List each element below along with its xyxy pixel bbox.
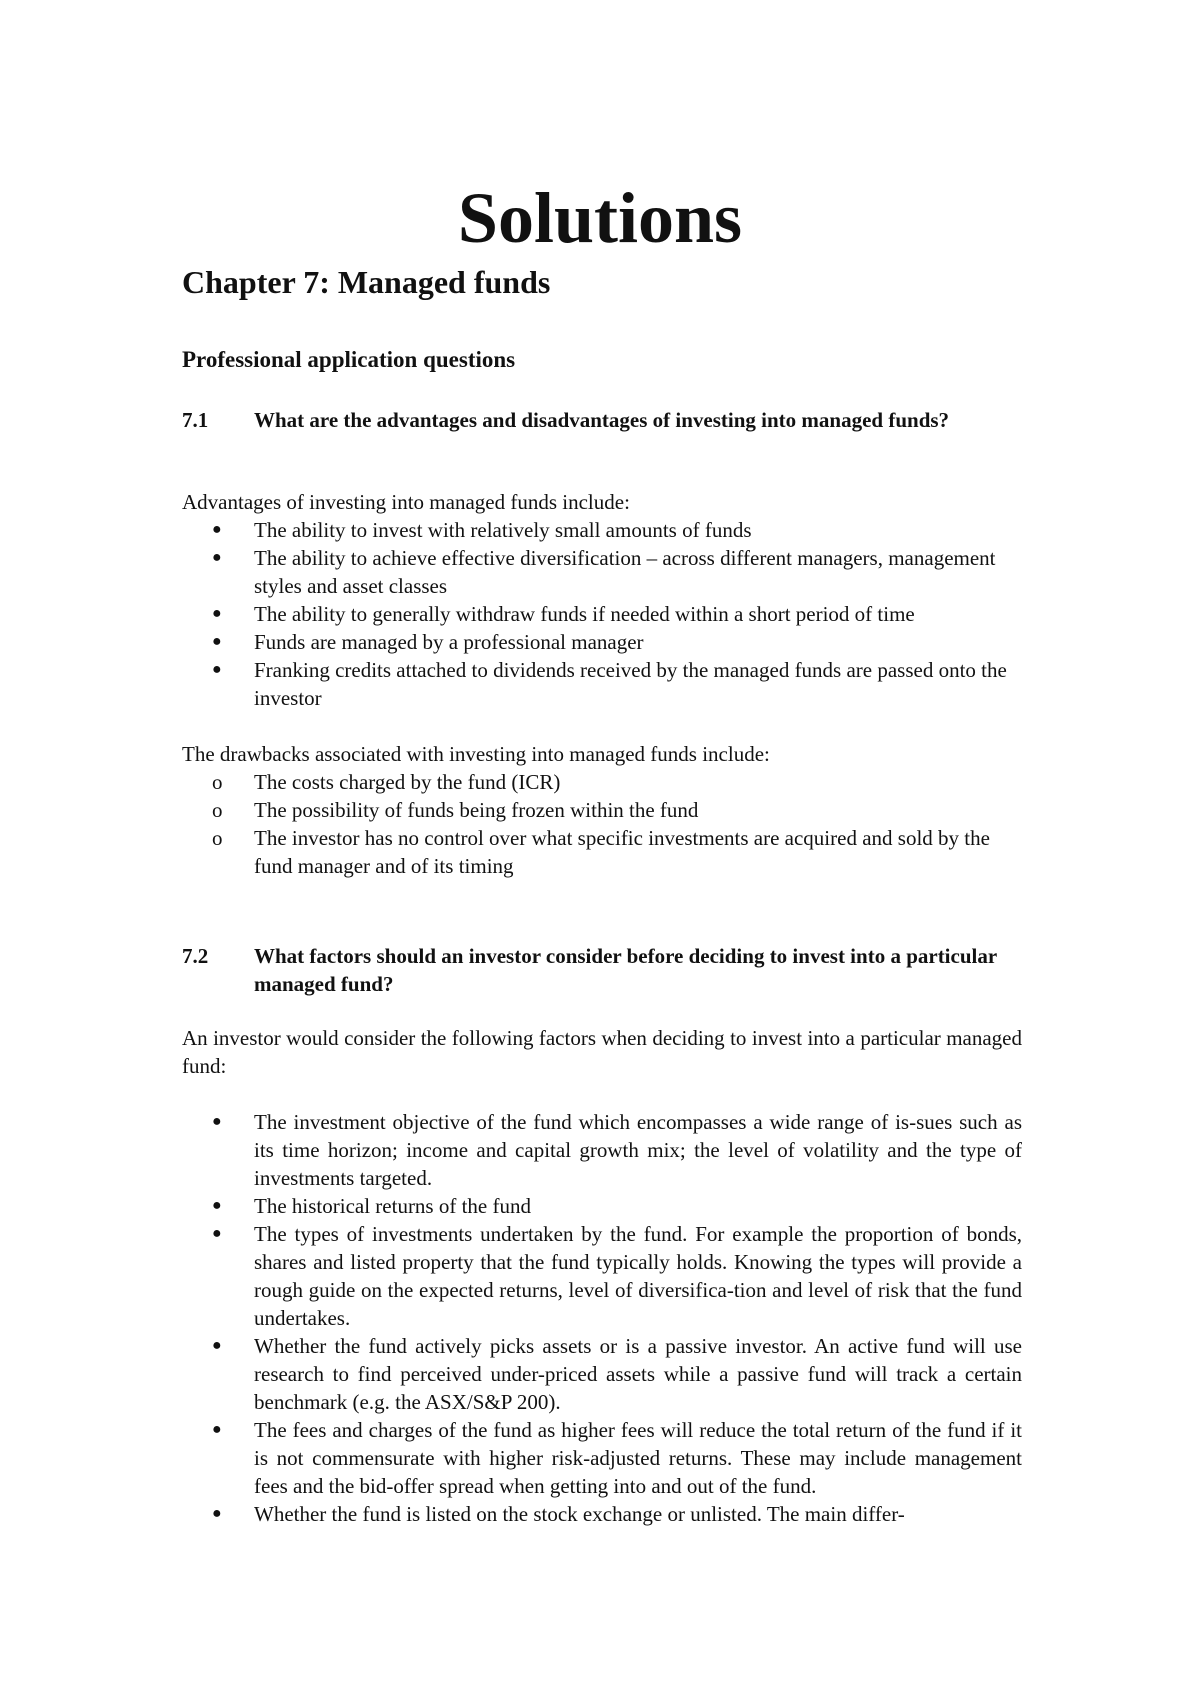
list-item-text: The possibility of funds being frozen within the fund bbox=[254, 798, 699, 822]
circle-bullet-icon: o bbox=[212, 826, 223, 850]
question-number: 7.1 bbox=[182, 408, 209, 432]
list-item bbox=[182, 1192, 1022, 1220]
list-item bbox=[182, 1416, 1022, 1500]
bullet-icon: ● bbox=[212, 1505, 222, 1522]
list-item-text: Whether the fund is listed on the stock exchange or unlisted. The main differ- bbox=[254, 1502, 905, 1526]
bullet-icon: ● bbox=[212, 1225, 222, 1242]
question-7-1 bbox=[182, 406, 1022, 434]
bullet-icon: ● bbox=[212, 1421, 222, 1438]
bullet-icon: ● bbox=[212, 1197, 222, 1214]
circle-bullet-icon: o bbox=[212, 798, 223, 822]
list-item bbox=[182, 824, 1022, 880]
question-number: 7.2 bbox=[182, 944, 209, 968]
advantages-intro: Advantages of investing into managed funds include: bbox=[182, 490, 630, 514]
question-7-2 bbox=[182, 942, 1022, 998]
question-text: What are the advantages and disadvantages of investing into managed funds? bbox=[254, 408, 950, 432]
bullet-icon: ● bbox=[212, 549, 222, 566]
list-item-text: Whether the fund actively picks assets or is a passive investor. An active fund will use research to find perceived under-priced assets while a passive fund will track a certain benchmark (e.g. the ASX/S&P 200). bbox=[254, 1334, 1022, 1414]
list-item-text: The ability to generally withdraw funds if needed within a short period of time bbox=[254, 602, 915, 626]
list-item-text: Funds are managed by a professional manager bbox=[254, 630, 644, 654]
list-item-text: The historical returns of the fund bbox=[254, 1194, 531, 1218]
question-text: What factors should an investor consider before deciding to invest into a particular managed fund? bbox=[254, 944, 997, 996]
list-item-text: The costs charged by the fund (ICR) bbox=[254, 770, 561, 794]
circle-bullet-icon: o bbox=[212, 770, 223, 794]
list-item-text: The fees and charges of the fund as higher fees will reduce the total return of the fund if it is not commensurate with higher risk-adjusted returns. These may include management fees and the bid-offer spread when getting into and out of the fund. bbox=[254, 1418, 1022, 1498]
list-item bbox=[182, 796, 1022, 824]
chapter-heading: Chapter 7: Managed funds bbox=[182, 264, 551, 300]
list-item-text: The investor has no control over what specific investments are acquired and sold by the fund manager and of its timing bbox=[254, 826, 990, 878]
list-item-text: The ability to invest with relatively small amounts of funds bbox=[254, 518, 752, 542]
advantages-list bbox=[182, 516, 1022, 712]
drawbacks-list bbox=[182, 768, 1022, 880]
bullet-icon: ● bbox=[212, 1337, 222, 1354]
list-item bbox=[182, 768, 1022, 796]
bullet-icon: ● bbox=[212, 605, 222, 622]
bullet-icon: ● bbox=[212, 661, 222, 678]
bullet-icon: ● bbox=[212, 521, 222, 538]
list-item-text: The types of investments undertaken by the fund. For example the proportion of bonds, shares and listed property that the fund typically holds. Knowing the types will provide a rough guide on the expected returns, level of diversifica-tion and level of risk that the fund undertakes. bbox=[254, 1222, 1022, 1330]
factors-list bbox=[182, 1108, 1022, 1528]
list-item bbox=[182, 1500, 1022, 1528]
section-heading: Professional application questions bbox=[182, 347, 516, 372]
document-title: Solutions bbox=[457, 178, 743, 258]
list-item-text: Franking credits attached to dividends received by the managed funds are passed onto the investor bbox=[254, 658, 1007, 710]
drawbacks-intro: The drawbacks associated with investing into managed funds include: bbox=[182, 742, 770, 766]
list-item bbox=[182, 1332, 1022, 1416]
list-item-text: The investment objective of the fund which encompasses a wide range of is-sues such as its time horizon; income and capital growth mix; the level of volatility and the type of investments targeted. bbox=[254, 1110, 1022, 1190]
list-item bbox=[182, 544, 1022, 600]
bullet-icon: ● bbox=[212, 1113, 222, 1130]
list-item bbox=[182, 1220, 1022, 1332]
factors-intro: An investor would consider the following factors when deciding to invest into a particular managed fund: bbox=[182, 1026, 1022, 1078]
bullet-icon: ● bbox=[212, 633, 222, 650]
list-item-text: The ability to achieve effective diversification – across different managers, management styles and asset classes bbox=[254, 546, 996, 598]
list-item bbox=[182, 516, 1022, 544]
list-item bbox=[182, 628, 1022, 656]
list-item bbox=[182, 656, 1022, 712]
list-item bbox=[182, 1108, 1022, 1192]
list-item bbox=[182, 600, 1022, 628]
